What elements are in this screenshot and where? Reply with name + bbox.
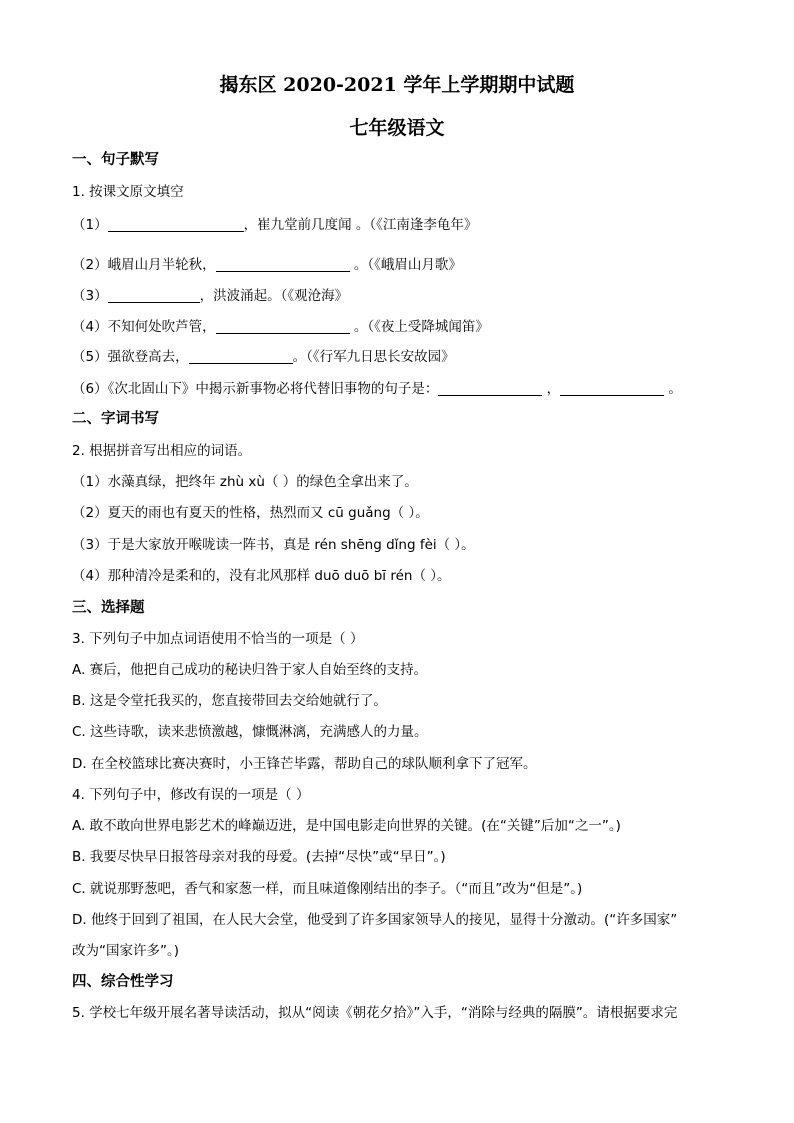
item-text: （2）峨眉山月半轮秋， [72, 257, 216, 273]
answer-blank[interactable] [560, 381, 664, 396]
item-text: 。（《峨眉山月歌》 [349, 257, 462, 273]
answer-blank[interactable] [108, 288, 200, 303]
question-3-option-d: D. 在全校篮球比赛决赛时，小王锋芒毕露，帮助自己的球队顺利拿下了冠军。 [72, 756, 537, 772]
question-1-item-6 [72, 380, 682, 398]
question-4-option-d: D. 他终于回到了祖国，在人民大会堂，他受到了许多国家领导人的接见，显得十分激动。(“许多国家” [72, 912, 678, 928]
answer-blank[interactable] [216, 257, 350, 272]
section-heading-4: 四、综合性学习 [72, 974, 174, 990]
item-text: ，洪波涌起。（《观沧海》 [199, 288, 349, 304]
item-prefix: （1） [72, 217, 108, 233]
question-1-item-3 [72, 287, 348, 305]
question-2-item-3: （3）于是大家放开喉咙读一阵书，真是 rén shēng dǐng fèi（ ）。 [72, 537, 475, 553]
answer-blank[interactable] [216, 319, 350, 334]
question-3-option-c: C. 这些诗歌，读来悲愤激越，慷慨淋漓，充满感人的力量。 [72, 724, 428, 740]
question-2-item-1: （1）水藻真绿，把终年 zhù xù（ ）的绿色全拿出来了。 [72, 474, 418, 490]
section-heading-3: 三、选择题 [72, 600, 145, 616]
item-text: 。（《行军九日思长安故园》 [292, 349, 455, 365]
answer-blank[interactable] [438, 381, 542, 396]
question-4-option-a: A. 敢不敢向世界电影艺术的峰巅迈进，是中国电影走向世界的关键。(在“关键”后加“之一”。) [72, 818, 621, 834]
question-3-stem: 3. 下列句子中加点词语使用不恰当的一项是（ ） [72, 631, 364, 647]
question-4-option-d-continued: 改为“国家许多”。) [72, 943, 180, 959]
question-2-item-4: （4）那种清冷是柔和的，没有北风那样 duō duō bī rén（ ）。 [72, 568, 451, 584]
item-prefix: （3） [72, 288, 108, 304]
item-text: （4）不知何处吹芦管， [72, 319, 216, 335]
exam-subtitle: 七年级语文 [349, 117, 445, 139]
question-4-stem: 4. 下列句子中，修改有误的一项是（ ） [72, 787, 310, 803]
question-4-option-c: C. 就说那野葱吧，香气和家葱一样，而且味道像刚结出的李子。（“而且”改为“但是”。) [72, 881, 583, 897]
section-heading-1: 一、句子默写 [72, 152, 159, 168]
item-text: 。（《夜上受降城闻笛》 [349, 319, 489, 335]
question-2-stem: 2. 根据拼音写出相应的词语。 [72, 443, 252, 459]
question-1-item-5 [72, 348, 455, 366]
question-1-item-2 [72, 256, 462, 274]
question-3-option-b: B. 这是令堂托我买的，您直接带回去交给她就行了。 [72, 693, 387, 709]
question-5-stem: 5. 学校七年级开展名著导读活动，拟从“阅读《朝花夕拾》”入手，“消除与经典的隔膜”。请根据要求完 [72, 1005, 678, 1021]
item-text: 。 [664, 381, 682, 397]
section-heading-2: 二、字词书写 [72, 411, 159, 427]
answer-blank[interactable] [189, 349, 293, 364]
question-1-item-1 [72, 216, 477, 234]
answer-blank[interactable] [108, 217, 244, 232]
item-text: （5）强欲登高去， [72, 349, 189, 365]
exam-title: 揭东区 2020-2021 学年上学期期中试题 [219, 74, 575, 96]
question-4-option-b: B. 我要尽快早日报答母亲对我的母爱。(去掉“尽快”或“早日”。) [72, 849, 446, 865]
question-1-stem: 1. 按课文原文填空 [72, 184, 184, 200]
item-text: ， [542, 381, 561, 397]
item-text: ，崔九堂前几度闻 。（《江南逢李龟年》 [243, 217, 478, 233]
question-3-option-a: A. 赛后，他把自己成功的秘诀归咎于家人自始至终的支持。 [72, 662, 428, 678]
question-1-item-4 [72, 318, 489, 336]
question-2-item-2: （2）夏天的雨也有夏天的性格，热烈而又 cū guǎng（ ）。 [72, 505, 429, 521]
item-text: （6）《次北固山下》中揭示新事物必将代替旧事物的句子是： [72, 381, 439, 397]
